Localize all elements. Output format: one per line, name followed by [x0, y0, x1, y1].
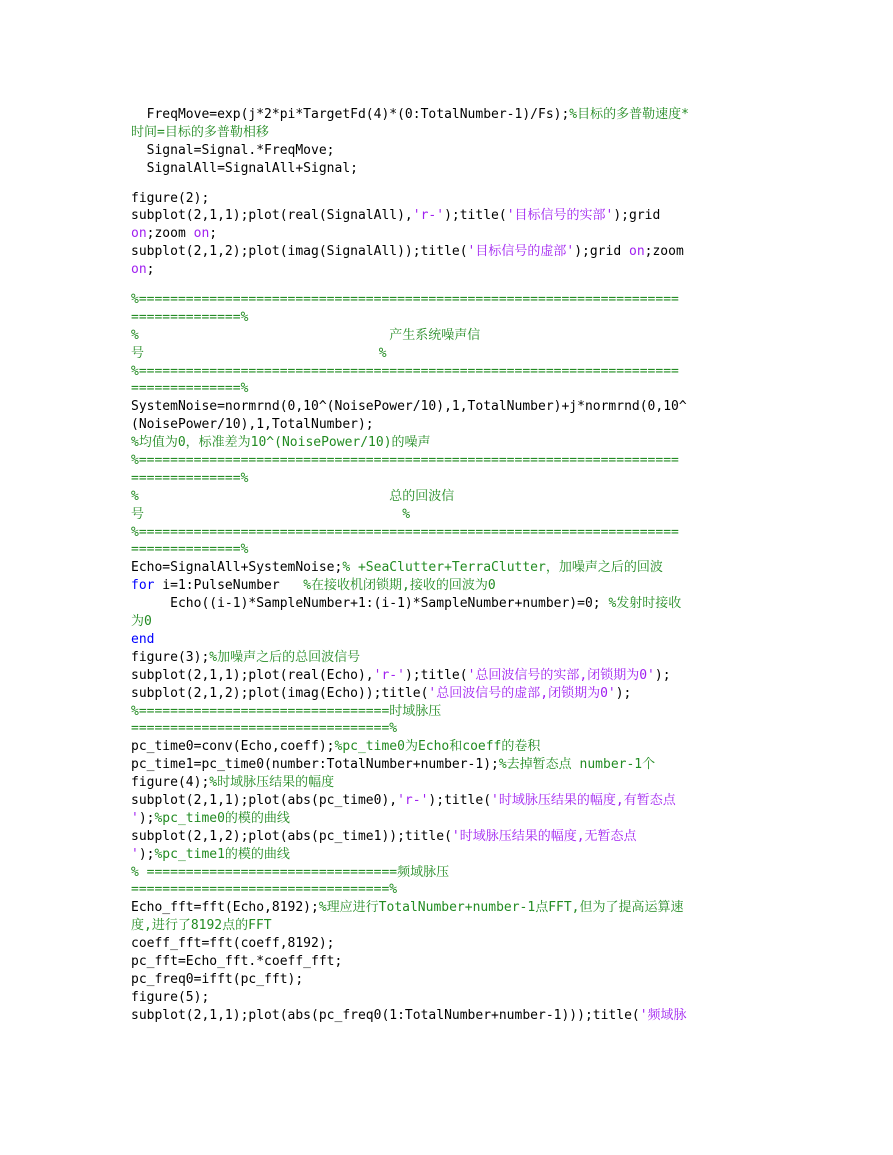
code-text: Echo((i-1)*SampleNumber+1:(i-1)*SampleNumber+number)=0; [131, 596, 609, 612]
code-line [131, 190, 771, 208]
code-text: figure(5); [131, 989, 210, 1005]
comment-text: % 产生系统噪声信 [131, 327, 481, 343]
comment-text: %目标的多普勒速度* [569, 107, 689, 122]
code-line [131, 864, 771, 882]
code-text: coeff_fft=fft(coeff,8192); [131, 936, 335, 952]
comment-text: %pc_time0为Echo和coeff的卷积 [334, 739, 541, 755]
code-text: subplot(2,1,2);plot(imag(SignalAll));title( [131, 244, 468, 260]
string-text: '目标信号的实部' [506, 208, 614, 224]
code-line [131, 452, 771, 470]
code-text: );title( [428, 792, 492, 808]
blank-line [131, 279, 771, 291]
code-line [131, 631, 771, 649]
code-line [131, 380, 771, 398]
code-line [131, 989, 771, 1007]
code-text: ;zoom [146, 226, 194, 242]
code-line [131, 160, 771, 178]
comment-text: %在接收机闭锁期,接收的回波为0 [303, 578, 496, 594]
comment-text: %pc_time0的模的曲线 [154, 810, 290, 826]
code-line [131, 541, 771, 559]
code-text: ; [146, 262, 155, 278]
code-line [131, 649, 771, 667]
code-document [131, 106, 771, 1025]
code-line [131, 506, 771, 524]
code-line [131, 595, 771, 613]
code-line [131, 434, 771, 452]
string-text: 'r-' [373, 667, 405, 683]
code-line [131, 470, 771, 488]
code-line [131, 613, 771, 631]
code-text: i=1:PulseNumber [154, 578, 304, 594]
code-text: figure(4); [131, 775, 210, 791]
comment-text: %===================================================================== [131, 363, 679, 379]
code-line [131, 524, 771, 542]
code-line [131, 577, 771, 595]
code-line [131, 309, 771, 327]
comment-text: 时间=目标的多普勒相移 [131, 124, 269, 140]
string-text: on [629, 244, 645, 260]
code-line [131, 774, 771, 792]
code-line [131, 225, 771, 243]
code-line [131, 703, 771, 721]
code-text: ); [615, 685, 632, 701]
code-line [131, 685, 771, 703]
code-line [131, 124, 771, 142]
code-line [131, 261, 771, 279]
code-line [131, 488, 771, 506]
code-text: );title( [404, 667, 468, 683]
string-text: on [131, 262, 147, 278]
code-line [131, 899, 771, 917]
code-line [131, 881, 771, 899]
string-text: '总回波信号的实部,闭锁期为0' [467, 667, 655, 683]
comment-text: 号 % [131, 506, 411, 522]
comment-text: ==============% [131, 542, 249, 558]
code-text: SignalAll=SignalAll+Signal; [131, 160, 358, 176]
code-text: subplot(2,1,1);plot(real(Echo), [131, 667, 374, 683]
comment-text: 为0 [131, 614, 152, 630]
comment-text: ==============% [131, 309, 249, 325]
code-line [131, 398, 771, 416]
code-line [131, 971, 771, 989]
code-line [131, 559, 771, 577]
code-text: );grid [613, 208, 661, 224]
keyword-text: for [131, 578, 155, 594]
string-text: ' [131, 810, 139, 826]
comment-text: % +SeaClutter+TerraClutter，加噪声之后的回波 [342, 560, 663, 576]
code-line [131, 142, 771, 160]
comment-text: =================================% [131, 721, 398, 737]
code-text: pc_freq0=ifft(pc_fft); [131, 971, 304, 987]
code-text: Echo_fft=fft(Echo,8192); [131, 900, 319, 916]
code-text: ); [654, 667, 671, 683]
code-text: subplot(2,1,2);plot(imag(Echo));title( [131, 685, 429, 701]
comment-text: % 总的回波信 [131, 488, 455, 504]
string-text: '总回波信号的虚部,闭锁期为0' [428, 685, 616, 701]
comment-text: %时域脉压结果的幅度 [209, 775, 335, 791]
code-text: ;zoom [644, 244, 684, 260]
code-text: );title( [444, 208, 507, 224]
comment-text: 号 % [131, 345, 387, 361]
code-line [131, 810, 771, 828]
comment-text: %===================================================================== [131, 524, 679, 540]
code-text: (NoisePower/10),1,TotalNumber); [131, 417, 374, 433]
code-line [131, 935, 771, 953]
comment-text: % ================================频域脉压 [131, 864, 450, 880]
comment-text: %pc_time1的模的曲线 [154, 846, 290, 862]
code-text: );grid [574, 244, 629, 260]
string-text: '频域脉 [639, 1007, 687, 1023]
code-text: ; [209, 226, 218, 242]
code-line [131, 667, 771, 685]
code-text: FreqMove=exp(j*2*pi*TargetFd(4)*(0:TotalNumber-1)/Fs); [131, 107, 570, 122]
code-line [131, 1007, 771, 1025]
code-line [131, 106, 771, 124]
code-line [131, 846, 771, 864]
string-text: on [193, 226, 210, 242]
comment-text: ==============% [131, 381, 249, 397]
code-line [131, 828, 771, 846]
blank-line [131, 178, 771, 190]
code-line [131, 416, 771, 434]
code-line [131, 243, 771, 261]
string-text: ' [131, 846, 139, 862]
comment-text: =================================% [131, 882, 398, 898]
code-text: ); [138, 810, 155, 826]
comment-text: %===================================================================== [131, 453, 679, 469]
code-line [131, 720, 771, 738]
comment-text: %================================时域脉压 [131, 703, 442, 719]
code-line [131, 917, 771, 935]
string-text: on [131, 226, 147, 242]
string-text: 'r-' [412, 208, 445, 224]
code-line [131, 207, 771, 225]
code-line [131, 291, 771, 309]
code-text: subplot(2,1,1);plot(abs(pc_freq0(1:TotalNumber+number-1)));title( [131, 1007, 640, 1023]
string-text: 'r-' [397, 792, 429, 808]
code-text: pc_fft=Echo_fft.*coeff_fft; [131, 953, 343, 969]
code-text: Signal=Signal.*FreqMove; [131, 142, 335, 158]
comment-text: %发射时接收 [608, 596, 682, 612]
code-line [131, 345, 771, 363]
keyword-text: end [131, 631, 155, 647]
comment-text: %理应进行TotalNumber+number-1点FFT,但为了提高运算速 [318, 900, 684, 916]
comment-text: %===================================================================== [131, 292, 679, 308]
code-text: figure(3); [131, 649, 210, 665]
code-line [131, 738, 771, 756]
code-line [131, 792, 771, 810]
comment-text: %均值为0，标准差为10^(NoisePower/10)的噪声 [131, 435, 431, 451]
code-line [131, 953, 771, 971]
code-line [131, 363, 771, 381]
code-text: Echo=SignalAll+SystemNoise; [131, 560, 343, 576]
comment-text: ==============% [131, 470, 249, 486]
code-line [131, 756, 771, 774]
string-text: '时域脉压结果的幅度,无暂态点 [451, 828, 637, 844]
comment-text: %加噪声之后的总回波信号 [209, 649, 361, 665]
code-line [131, 327, 771, 345]
code-text: SystemNoise=normrnd(0,10^(NoisePower/10),1,TotalNumber)+j*normrnd(0,10^ [131, 399, 687, 415]
code-text: subplot(2,1,1);plot(real(SignalAll), [131, 208, 413, 224]
code-text: subplot(2,1,1);plot(abs(pc_time0), [131, 792, 398, 808]
string-text: '目标信号的虚部' [467, 244, 575, 260]
code-text: pc_time0=conv(Echo,coeff); [131, 739, 335, 755]
code-text: figure(2); [131, 190, 210, 206]
code-text: subplot(2,1,2);plot(abs(pc_time1));title( [131, 828, 452, 844]
comment-text: %去掉暂态点 number-1个 [498, 757, 656, 773]
comment-text: 度,进行了8192点的FFT [131, 918, 272, 934]
string-text: '时域脉压结果的幅度,有暂态点 [491, 792, 676, 808]
code-text: pc_time1=pc_time0(number:TotalNumber+number-1); [131, 757, 499, 773]
code-text: ); [138, 846, 155, 862]
